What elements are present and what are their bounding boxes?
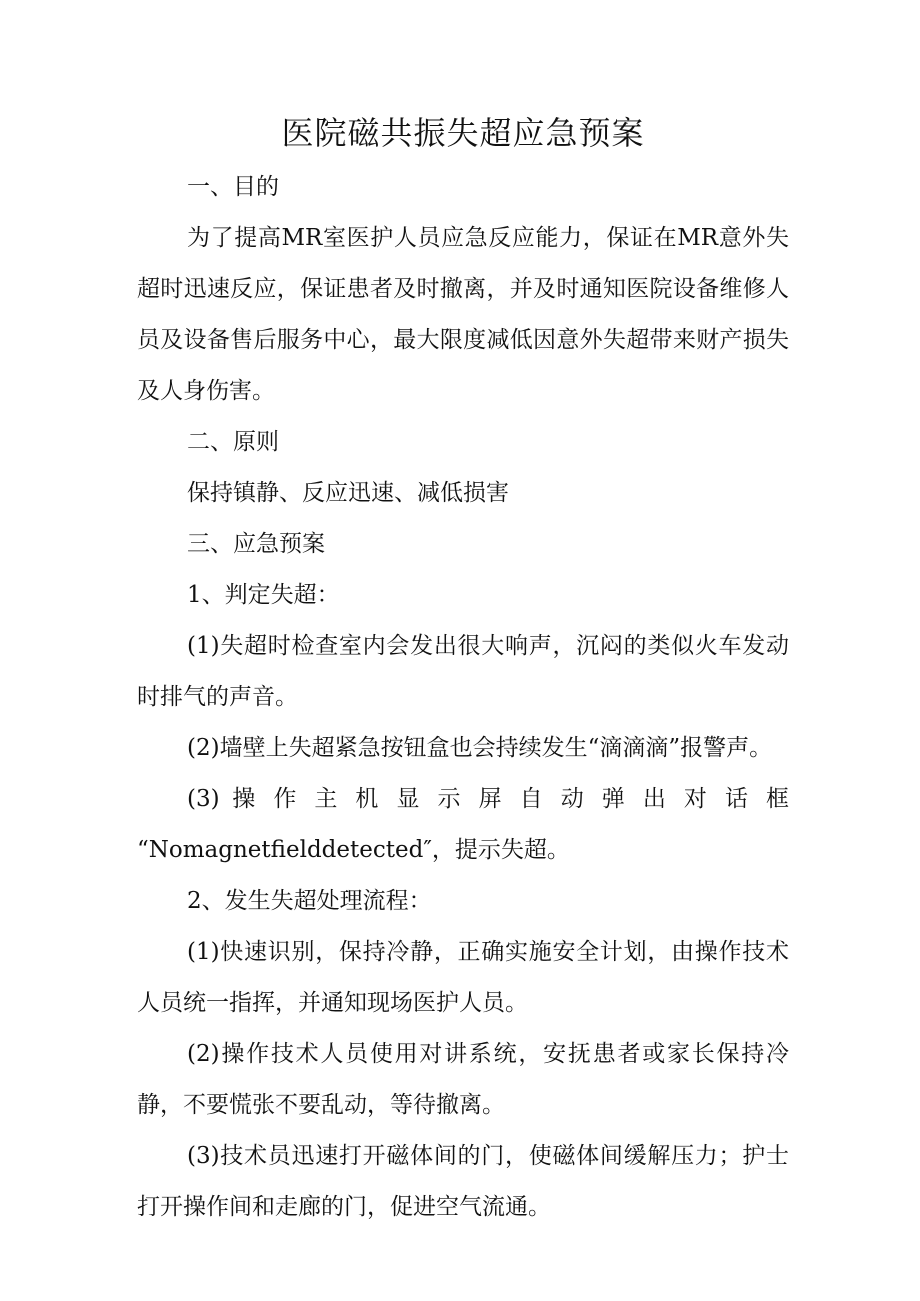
subsection-heading-determine-quench: 1、判定失超：: [187, 582, 340, 608]
determine-quench-item-1: (1)失超时检查室内会发出很大响声，沉闷的类似火车发动时排气的声音。: [137, 633, 789, 710]
determine-quench-item-3-line-1: (3) 操 作 主 机 显 示 屏 自 动 弹 出 对 话 框: [187, 786, 789, 812]
quench-procedure-item-3: (3)技术员迅速打开磁体间的门，使磁体间缓解压力；护士打开操作间和走廊的门，促进空气流通。: [137, 1143, 789, 1220]
section-heading-emergency-plan: 三、应急预案: [187, 531, 325, 557]
document-body: [137, 108, 789, 1233]
principle-paragraph: 保持镇静、反应迅速、减低损害: [187, 480, 509, 506]
purpose-paragraph: 为了提高MR室医护人员应急反应能力，保证在MR意外失超时迅速反应，保证患者及时撤离，并及时通知医院设备维修人员及设备售后服务中心，最大限度减低因意外失超带来财产损失及人身伤害。: [137, 225, 789, 404]
quench-procedure-item-2: (2)操作技术人员使用对讲系统，安抚患者或家长保持冷静，不要慌张不要乱动，等待撤离。: [137, 1041, 789, 1118]
subsection-heading-quench-procedure: 2、发生失超处理流程：: [187, 888, 432, 914]
section-heading-principle: 二、原则: [187, 429, 279, 455]
determine-quench-item-2: (2)墙壁上失超紧急按钮盒也会持续发生“滴滴滴”报警声。: [187, 735, 773, 761]
section-heading-purpose: 一、目的: [187, 174, 279, 200]
quench-procedure-item-1: (1)快速识别，保持冷静，正确实施安全计划，由操作技术人员统一指挥，并通知现场医护人员。: [137, 939, 789, 1016]
document-title: 医院磁共振失超应急预案: [281, 114, 645, 152]
determine-quench-item-3-line-2: “Nomagnetfielddetected″，提示失超。: [137, 837, 570, 863]
